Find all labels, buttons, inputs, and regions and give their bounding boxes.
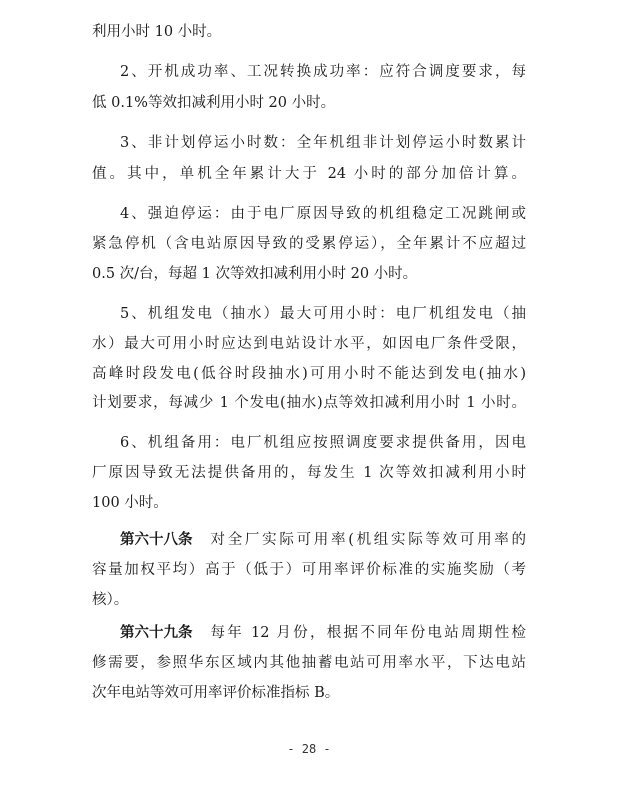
text-line-18: 核）。 [92,592,129,608]
text-line-5: 值。其中，单机全年累计大于 24 小时的部分加倍计算。 [92,166,526,182]
text-line-11: 高峰时段发电(低谷时段抽水)可用小时不能达到发电(抽水) [92,366,526,382]
text-line-21: 次年电站等效可用率评价标准指标 B。 [92,685,340,701]
text-line-3: 低 0.1%等效扣减利用小时 20 小时。 [92,95,336,111]
article-68-text: 对全厂实际可用率(机组实际等效可用率的 [210,532,526,548]
text-line-6: 4、强迫停运：由于电厂原因导致的机组稳定工况跳闸或 [120,206,526,222]
text-line-14: 厂原因导致无法提供备用的，每发生 1 次等效扣减利用小时 [92,465,526,481]
article-68-heading: 第六十八条 [120,532,193,548]
text-line-12: 计划要求，每减少 1 个发电(抽水)点等效扣减利用小时 1 小时。 [92,395,526,411]
text-line-17: 容量加权平均）高于（低于）可用率评价标准的实施奖励（考 [92,562,526,578]
page-number: - 28 - [287,742,331,756]
article-69-line [120,623,526,643]
article-68-line [120,530,526,550]
text-line-1: 利用小时 10 小时。 [92,24,222,40]
article-69-text: 每年 12 月份，根据不同年份电站周期性检 [210,625,526,641]
text-line-8: 0.5 次/台，每超 1 次等效扣减利用小时 20 小时。 [92,266,418,282]
text-line-10: 水）最大可用小时应达到电站设计水平，如因电厂条件受限， [92,336,526,352]
text-line-4: 3、非计划停运小时数：全年机组非计划停运小时数累计 [120,135,526,151]
text-line-7: 紧急停机（含电站原因导致的受累停运），全年累计不应超过 [92,236,526,252]
text-line-13: 6、机组备用：电厂机组应按照调度要求提供备用，因电 [120,435,526,451]
text-line-15: 100 小时。 [92,495,168,511]
article-69-heading: 第六十九条 [120,625,193,641]
text-line-2: 2、开机成功率、工况转换成功率：应符合调度要求，每 [120,64,526,80]
text-line-20: 修需要，参照华东区域内其他抽蓄电站可用率水平，下达电站 [92,655,526,671]
text-line-9: 5、机组发电（抽水）最大可用小时：电厂机组发电（抽 [120,306,526,322]
